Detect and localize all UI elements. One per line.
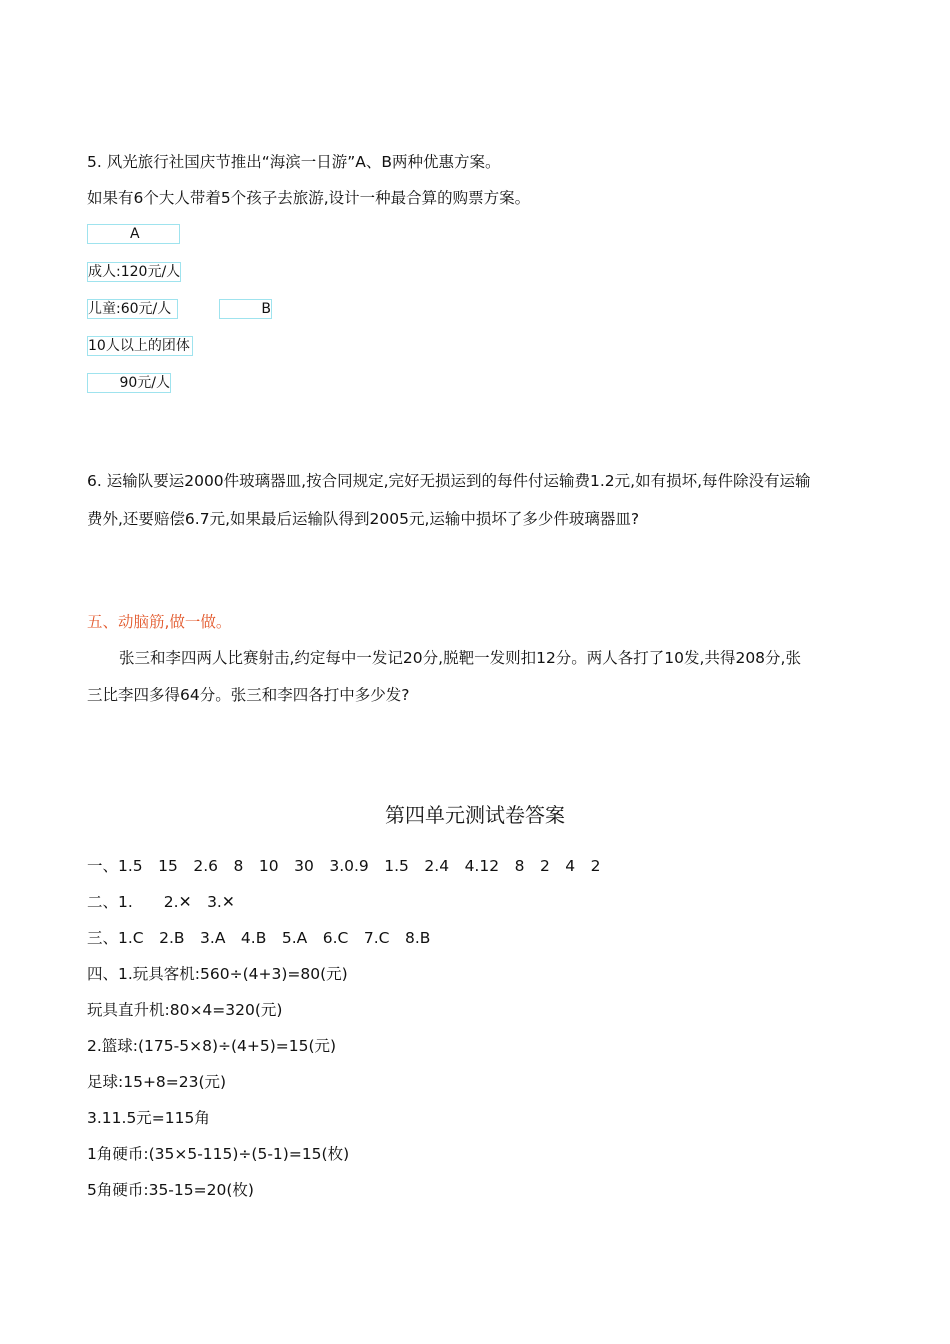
plan-b-group-condition: 10人以上的团体 [87,336,193,356]
q6-line2: 费外,还要赔偿6.7元,如果最后运输队得到2005元,运输中损坏了多少件玻璃器皿? [87,510,640,528]
plan-a-child-price: 儿童:60元/人 [87,299,178,319]
answer-line-6: 2.篮球:(175-5×8)÷(4+5)=15(元) [87,1037,337,1055]
q5-line2: 如果有6个大人带着5个孩子去旅游,设计一种最合算的购票方案。 [87,189,531,207]
plan-a-adult-price: 成人:120元/人 [88,264,181,280]
answer-line-3: 三、1.C 2.B 3.A 4.B 5.A 6.C 7.C 8.B [87,929,431,947]
q5-line1: 5. 风光旅行社国庆节推出“海滨一日游”A、B两种优惠方案。 [87,153,501,171]
answer-line-2: 二、1. 2.✕ 3.✕ [87,893,235,911]
plan-b-group-price: 90元/人 [87,373,171,393]
q6-line1: 6. 运输队要运2000件玻璃器皿,按合同规定,完好无损运到的每件付运输费1.2元,如有损坏,每件除没有运输 [87,472,811,490]
section5-line1: 张三和李四两人比赛射击,约定每中一发记20分,脱靶一发则扣12分。两人各打了10发,共得208分,张 [119,649,801,667]
answer-line-5: 玩具直升机:80×4=320(元) [87,1001,283,1019]
plan-b-label: B [261,301,271,317]
section5-heading: 五、动脑筋,做一做。 [87,613,232,631]
answers-title: 第四单元测试卷答案 [385,803,565,827]
section5-line2: 三比李四多得64分。张三和李四各打中多少发? [87,686,410,704]
answer-line-8: 3.11.5元=115角 [87,1109,210,1127]
answer-line-4: 四、1.玩具客机:560÷(4+3)=80(元) [87,965,348,983]
plan-b-label-box [219,299,272,319]
plan-a-label-box: A [87,224,180,244]
answer-line-7: 足球:15+8=23(元) [87,1073,227,1091]
answer-line-10: 5角硬币:35-15=20(枚) [87,1181,254,1199]
answer-line-9: 1角硬币:(35×5-115)÷(5-1)=15(枚) [87,1145,350,1163]
answer-line-1: 一、1.5 15 2.6 8 10 30 3.0.9 1.5 2.4 4.12 8 2 4 2 [87,857,601,875]
